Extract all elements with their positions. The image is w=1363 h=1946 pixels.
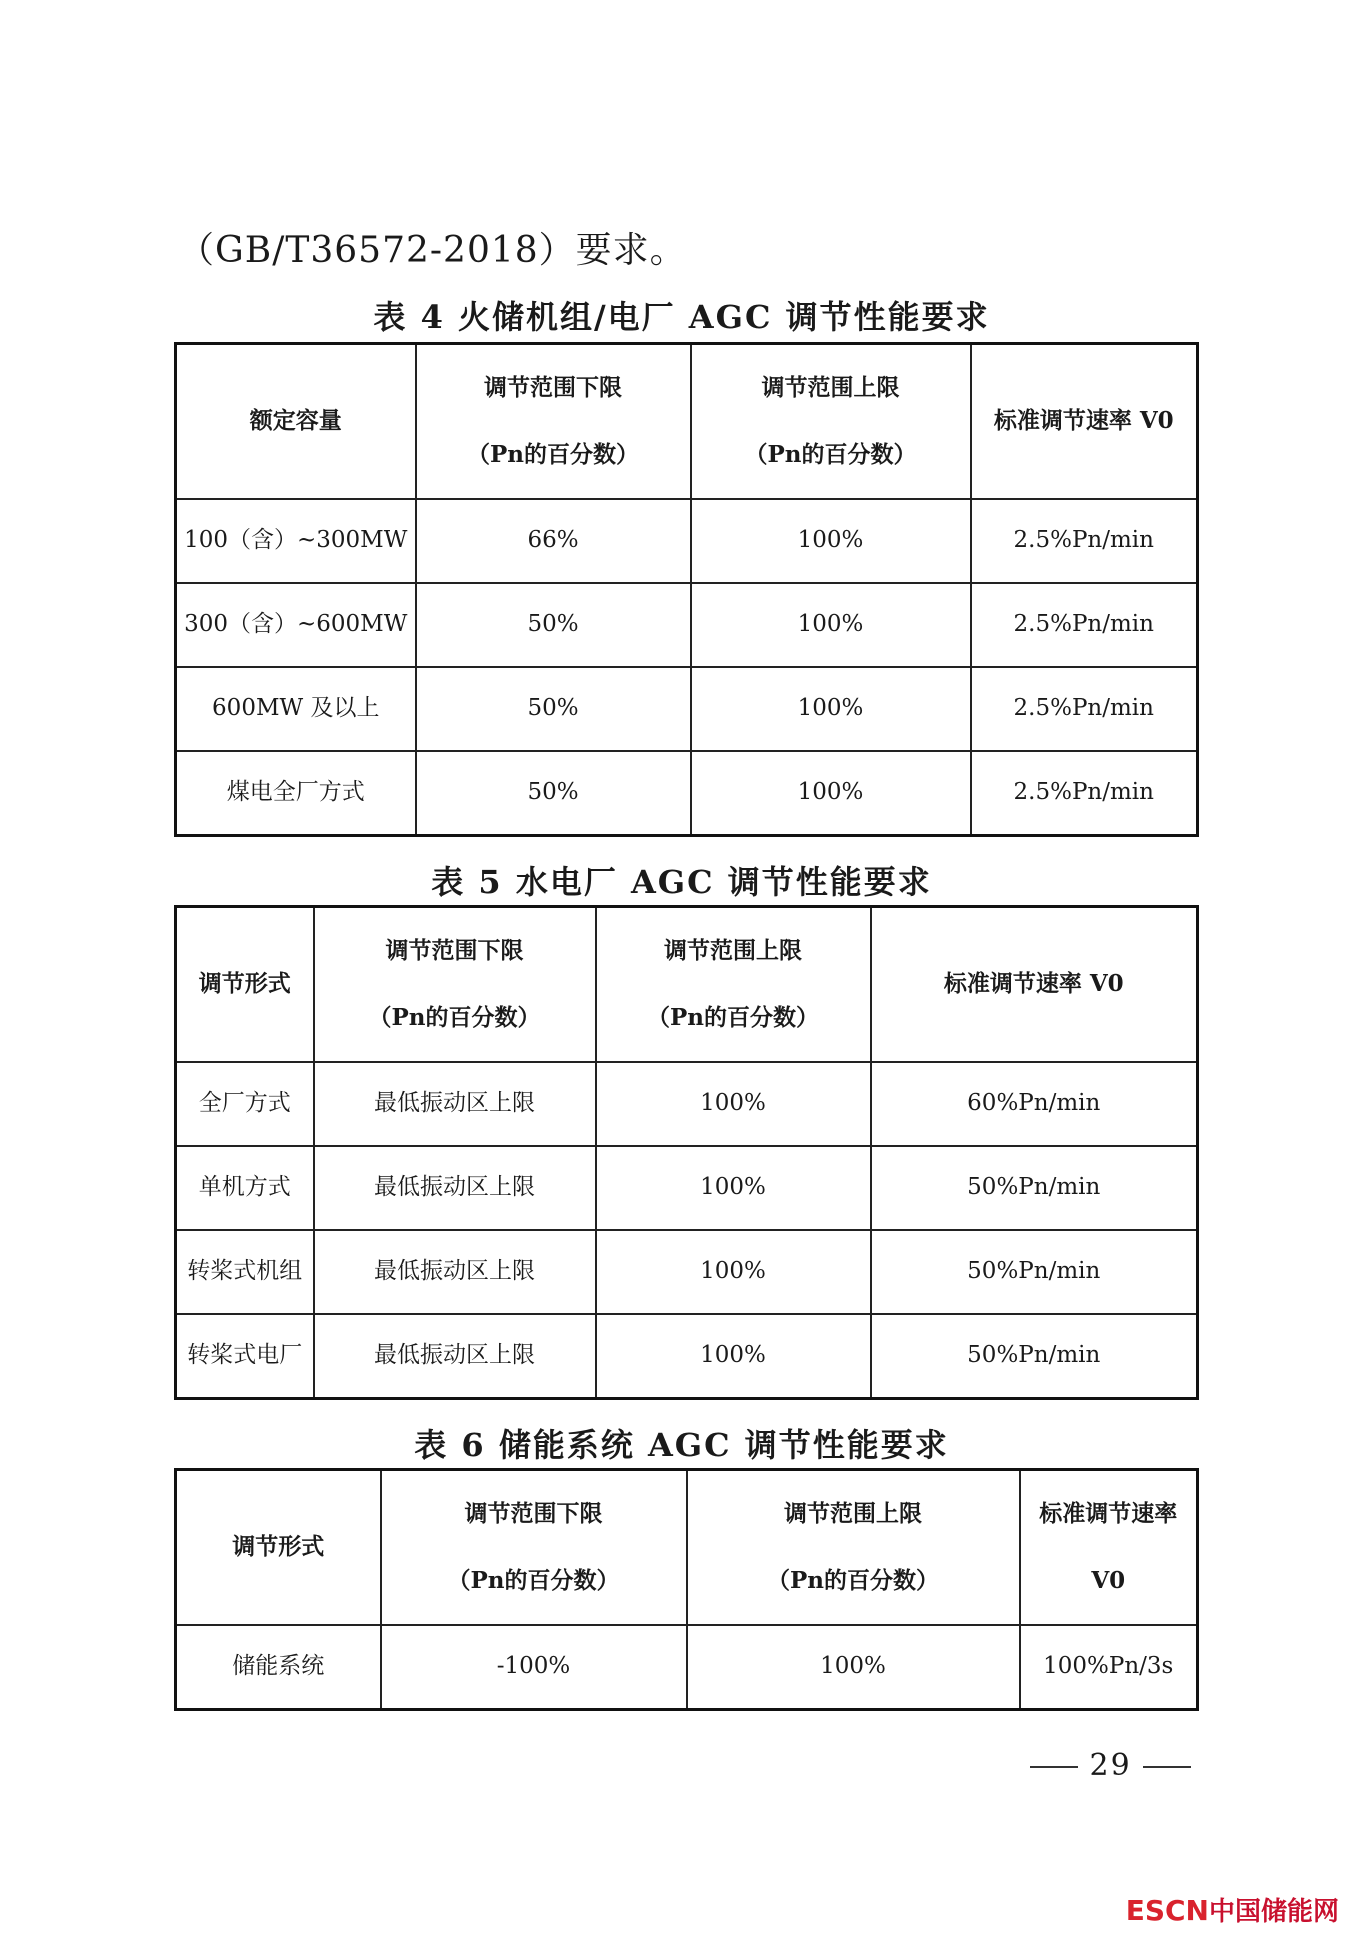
table5-header-row	[176, 907, 1198, 1062]
table4-header-capacity: 额定容量	[176, 344, 416, 499]
table-cell: 最低振动区上限	[314, 1146, 596, 1230]
table5-header-rate: 标准调节速率 V0	[871, 907, 1198, 1062]
table6-header-lower	[381, 1470, 687, 1625]
table4	[174, 342, 1199, 837]
table-cell: 100%	[691, 751, 971, 836]
table5-header-mode: 调节形式	[176, 907, 314, 1062]
table6	[174, 1468, 1199, 1711]
table-cell: 100%Pn/3s	[1020, 1625, 1198, 1710]
table5-header-upper	[596, 907, 871, 1062]
table4-header-row	[176, 344, 1198, 499]
table-cell: 2.5%Pn/min	[971, 751, 1198, 836]
table-cell: 100%	[596, 1314, 871, 1399]
table-cell: 转桨式机组	[176, 1230, 314, 1314]
table-cell: 单机方式	[176, 1146, 314, 1230]
table-row	[176, 1230, 1198, 1314]
table-row	[176, 499, 1198, 583]
header-line: （Pn的百分数）	[744, 441, 917, 469]
page-number-text: 29	[1089, 1748, 1132, 1783]
table-row	[176, 1314, 1198, 1399]
table-cell: 2.5%Pn/min	[971, 667, 1198, 751]
header-line: （Pn的百分数）	[447, 1567, 620, 1595]
table-cell: 储能系统	[176, 1625, 381, 1710]
table-row	[176, 751, 1198, 836]
table4-header-rate: 标准调节速率 V0	[971, 344, 1198, 499]
table-cell: 最低振动区上限	[314, 1230, 596, 1314]
table-cell: -100%	[381, 1625, 687, 1710]
header-line: （Pn的百分数）	[368, 1004, 541, 1032]
watermark-logo	[1126, 1891, 1339, 1928]
table-cell: 50%Pn/min	[871, 1314, 1198, 1399]
dash-right	[1143, 1766, 1191, 1768]
header-line: 调节范围上限	[664, 936, 802, 964]
table-cell: 50%	[416, 583, 691, 667]
table-cell: 100%	[596, 1146, 871, 1230]
table4-caption: 表 4 火储机组/电厂 AGC 调节性能要求	[373, 298, 990, 336]
table-row	[176, 583, 1198, 667]
table-cell: 300（含）~600MW	[176, 583, 416, 667]
table-cell: 50%Pn/min	[871, 1230, 1198, 1314]
table5-header-lower	[314, 907, 596, 1062]
table-cell: 最低振动区上限	[314, 1062, 596, 1146]
table-cell: 100%	[596, 1062, 871, 1146]
header-line: （Pn的百分数）	[466, 441, 640, 469]
table-cell: 600MW 及以上	[176, 667, 416, 751]
page-number	[1030, 1748, 1191, 1783]
table-cell: 100%	[691, 499, 971, 583]
header-line: 调节范围下限	[484, 373, 622, 401]
table6-header-upper	[687, 1470, 1020, 1625]
header-line: （Pn的百分数）	[646, 1004, 820, 1032]
watermark-brand: ESCN	[1125, 1894, 1209, 1927]
table6-header-rate	[1020, 1470, 1198, 1625]
table4-header-upper	[691, 344, 971, 499]
header-line: 调节范围上限	[761, 373, 900, 401]
header-line: 调节范围下限	[385, 936, 524, 964]
header-line: 调节范围上限	[784, 1499, 922, 1527]
table-row	[176, 1146, 1198, 1230]
table-cell: 66%	[416, 499, 691, 583]
table-cell: 2.5%Pn/min	[971, 499, 1198, 583]
table-row	[176, 1625, 1198, 1710]
table-cell: 煤电全厂方式	[176, 751, 416, 836]
table-cell: 100%	[691, 583, 971, 667]
table5-caption: 表 5 水电厂 AGC 调节性能要求	[431, 863, 932, 901]
table6-header-row	[176, 1470, 1198, 1625]
table6-header-mode: 调节形式	[176, 1470, 381, 1625]
table5	[174, 905, 1199, 1400]
table-row	[176, 667, 1198, 751]
table-cell: 2.5%Pn/min	[971, 583, 1198, 667]
dash-left	[1030, 1766, 1078, 1768]
watermark-name: 中国储能网	[1208, 1897, 1339, 1927]
table-cell: 100%	[687, 1625, 1020, 1710]
table-cell: 50%Pn/min	[871, 1146, 1198, 1230]
header-line: V0	[1091, 1567, 1126, 1595]
table4-header-lower	[416, 344, 691, 499]
header-line: 调节范围下限	[464, 1499, 603, 1527]
table-cell: 50%	[416, 667, 691, 751]
table-cell: 全厂方式	[176, 1062, 314, 1146]
header-line: 标准调节速率	[1039, 1499, 1178, 1527]
table-cell: 100%	[596, 1230, 871, 1314]
table-cell: 最低振动区上限	[314, 1314, 596, 1399]
table-cell: 转桨式电厂	[176, 1314, 314, 1399]
continuation-text: （GB/T36572-2018）要求。	[178, 230, 687, 271]
header-line: （Pn的百分数）	[766, 1567, 940, 1595]
table-cell: 100（含）~300MW	[176, 499, 416, 583]
table-cell: 50%	[416, 751, 691, 836]
table-cell: 60%Pn/min	[871, 1062, 1198, 1146]
table6-caption: 表 6 储能系统 AGC 调节性能要求	[414, 1426, 949, 1464]
table-cell: 100%	[691, 667, 971, 751]
table-row	[176, 1062, 1198, 1146]
